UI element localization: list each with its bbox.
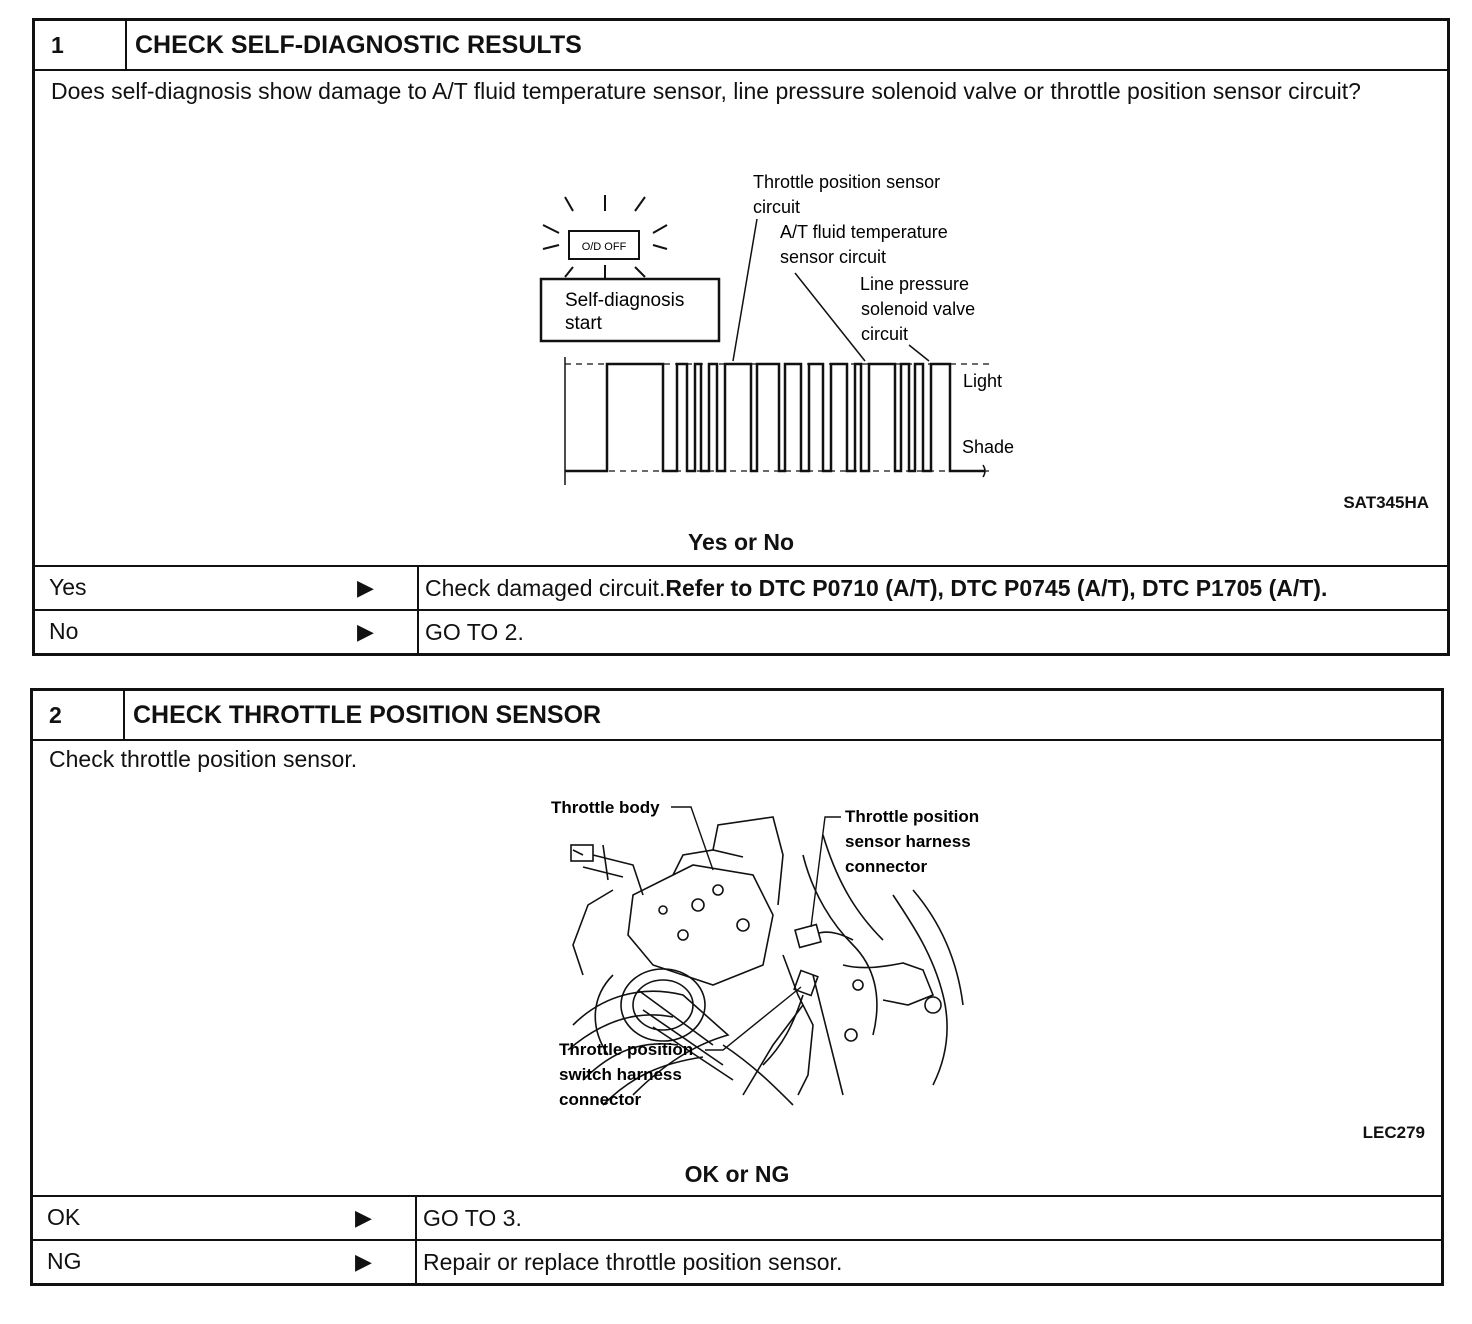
decision-prompt: Yes or No	[687, 529, 795, 555]
step-question: Does self-diagnosis show damage to A/T fluid temperature sensor, line pressure solenoid valve or throttle position sensor circuit?	[51, 78, 1361, 104]
leader-throttle-body	[671, 807, 713, 870]
action-bold-text: Refer to DTC P0710 (A/T), DTC P0745 (A/T), DTC P1705 (A/T).	[665, 575, 1328, 601]
od-off-lamp-label: O/D OFF	[581, 241, 627, 253]
figure-code: SAT345HA	[1343, 493, 1429, 512]
leader-switch-connector	[705, 987, 801, 1050]
result-action: Repair or replace throttle position sensor.	[423, 1249, 843, 1275]
column-divider	[415, 1197, 417, 1239]
result-action: GO TO 3.	[423, 1205, 522, 1231]
step-2-header	[33, 691, 1441, 741]
label-switch-line-1: Throttle position	[559, 1040, 694, 1059]
column-divider	[417, 611, 419, 653]
label-throttle-line-1: Throttle position sensor	[753, 172, 941, 192]
column-divider	[417, 567, 419, 609]
label-line-line-1: Line pressure	[860, 274, 970, 294]
label-tps-line-1: Throttle position	[845, 807, 980, 826]
label-switch-line-2: switch harness	[559, 1065, 682, 1084]
result-row-ok	[33, 1195, 1441, 1239]
result-action: GO TO 2.	[425, 619, 524, 645]
label-fluid-line-1: A/T fluid temperature	[780, 222, 948, 242]
right-arrow-icon: ▶	[357, 575, 374, 600]
answer-label: OK	[47, 1204, 81, 1230]
step-question: Check throttle position sensor.	[49, 746, 358, 772]
result-row-yes	[35, 565, 1447, 609]
label-tps-line-2: sensor harness	[845, 832, 971, 851]
waveform-guides	[565, 364, 990, 471]
decision-prompt: OK or NG	[684, 1161, 790, 1187]
step-title: CHECK SELF-DIAGNOSTIC RESULTS	[135, 31, 582, 59]
answer-label: No	[49, 618, 79, 644]
result-action	[425, 567, 1327, 609]
answer-label: Yes	[49, 574, 87, 600]
step-number: 1	[35, 21, 127, 69]
throttle-body-illustration	[513, 795, 993, 1125]
step-2-panel	[30, 688, 1444, 1286]
label-throttle-body: Throttle body	[551, 798, 660, 817]
column-divider	[415, 1241, 417, 1283]
right-arrow-icon: ▶	[357, 619, 374, 644]
waveform-signal	[565, 364, 985, 471]
step-number: 2	[33, 691, 125, 739]
step-1-header	[35, 21, 1447, 71]
label-switch-line-3: connector	[559, 1090, 642, 1109]
start-box-line-2: start	[565, 313, 602, 334]
label-tps-line-3: connector	[845, 857, 928, 876]
label-fluid-line-2: sensor circuit	[780, 247, 887, 267]
label-light: Light	[963, 371, 1003, 391]
result-row-ng	[33, 1239, 1441, 1283]
label-shade: Shade	[962, 437, 1015, 457]
self-diagnosis-waveform-figure	[495, 149, 1035, 489]
right-arrow-icon: ▶	[355, 1205, 372, 1230]
label-line-line-3: circuit	[861, 324, 909, 344]
start-box-line-1: Self-diagnosis	[565, 290, 685, 311]
figure-code: LEC279	[1362, 1123, 1425, 1142]
result-row-no	[35, 609, 1447, 653]
action-plain-text: Check damaged circuit.	[425, 575, 666, 601]
right-arrow-icon: ▶	[355, 1249, 372, 1274]
label-throttle-line-2: circuit	[753, 197, 801, 217]
label-line-line-2: solenoid valve	[861, 299, 976, 319]
step-title: CHECK THROTTLE POSITION SENSOR	[133, 701, 602, 729]
answer-label: NG	[47, 1248, 82, 1274]
step-1-panel	[32, 18, 1450, 656]
